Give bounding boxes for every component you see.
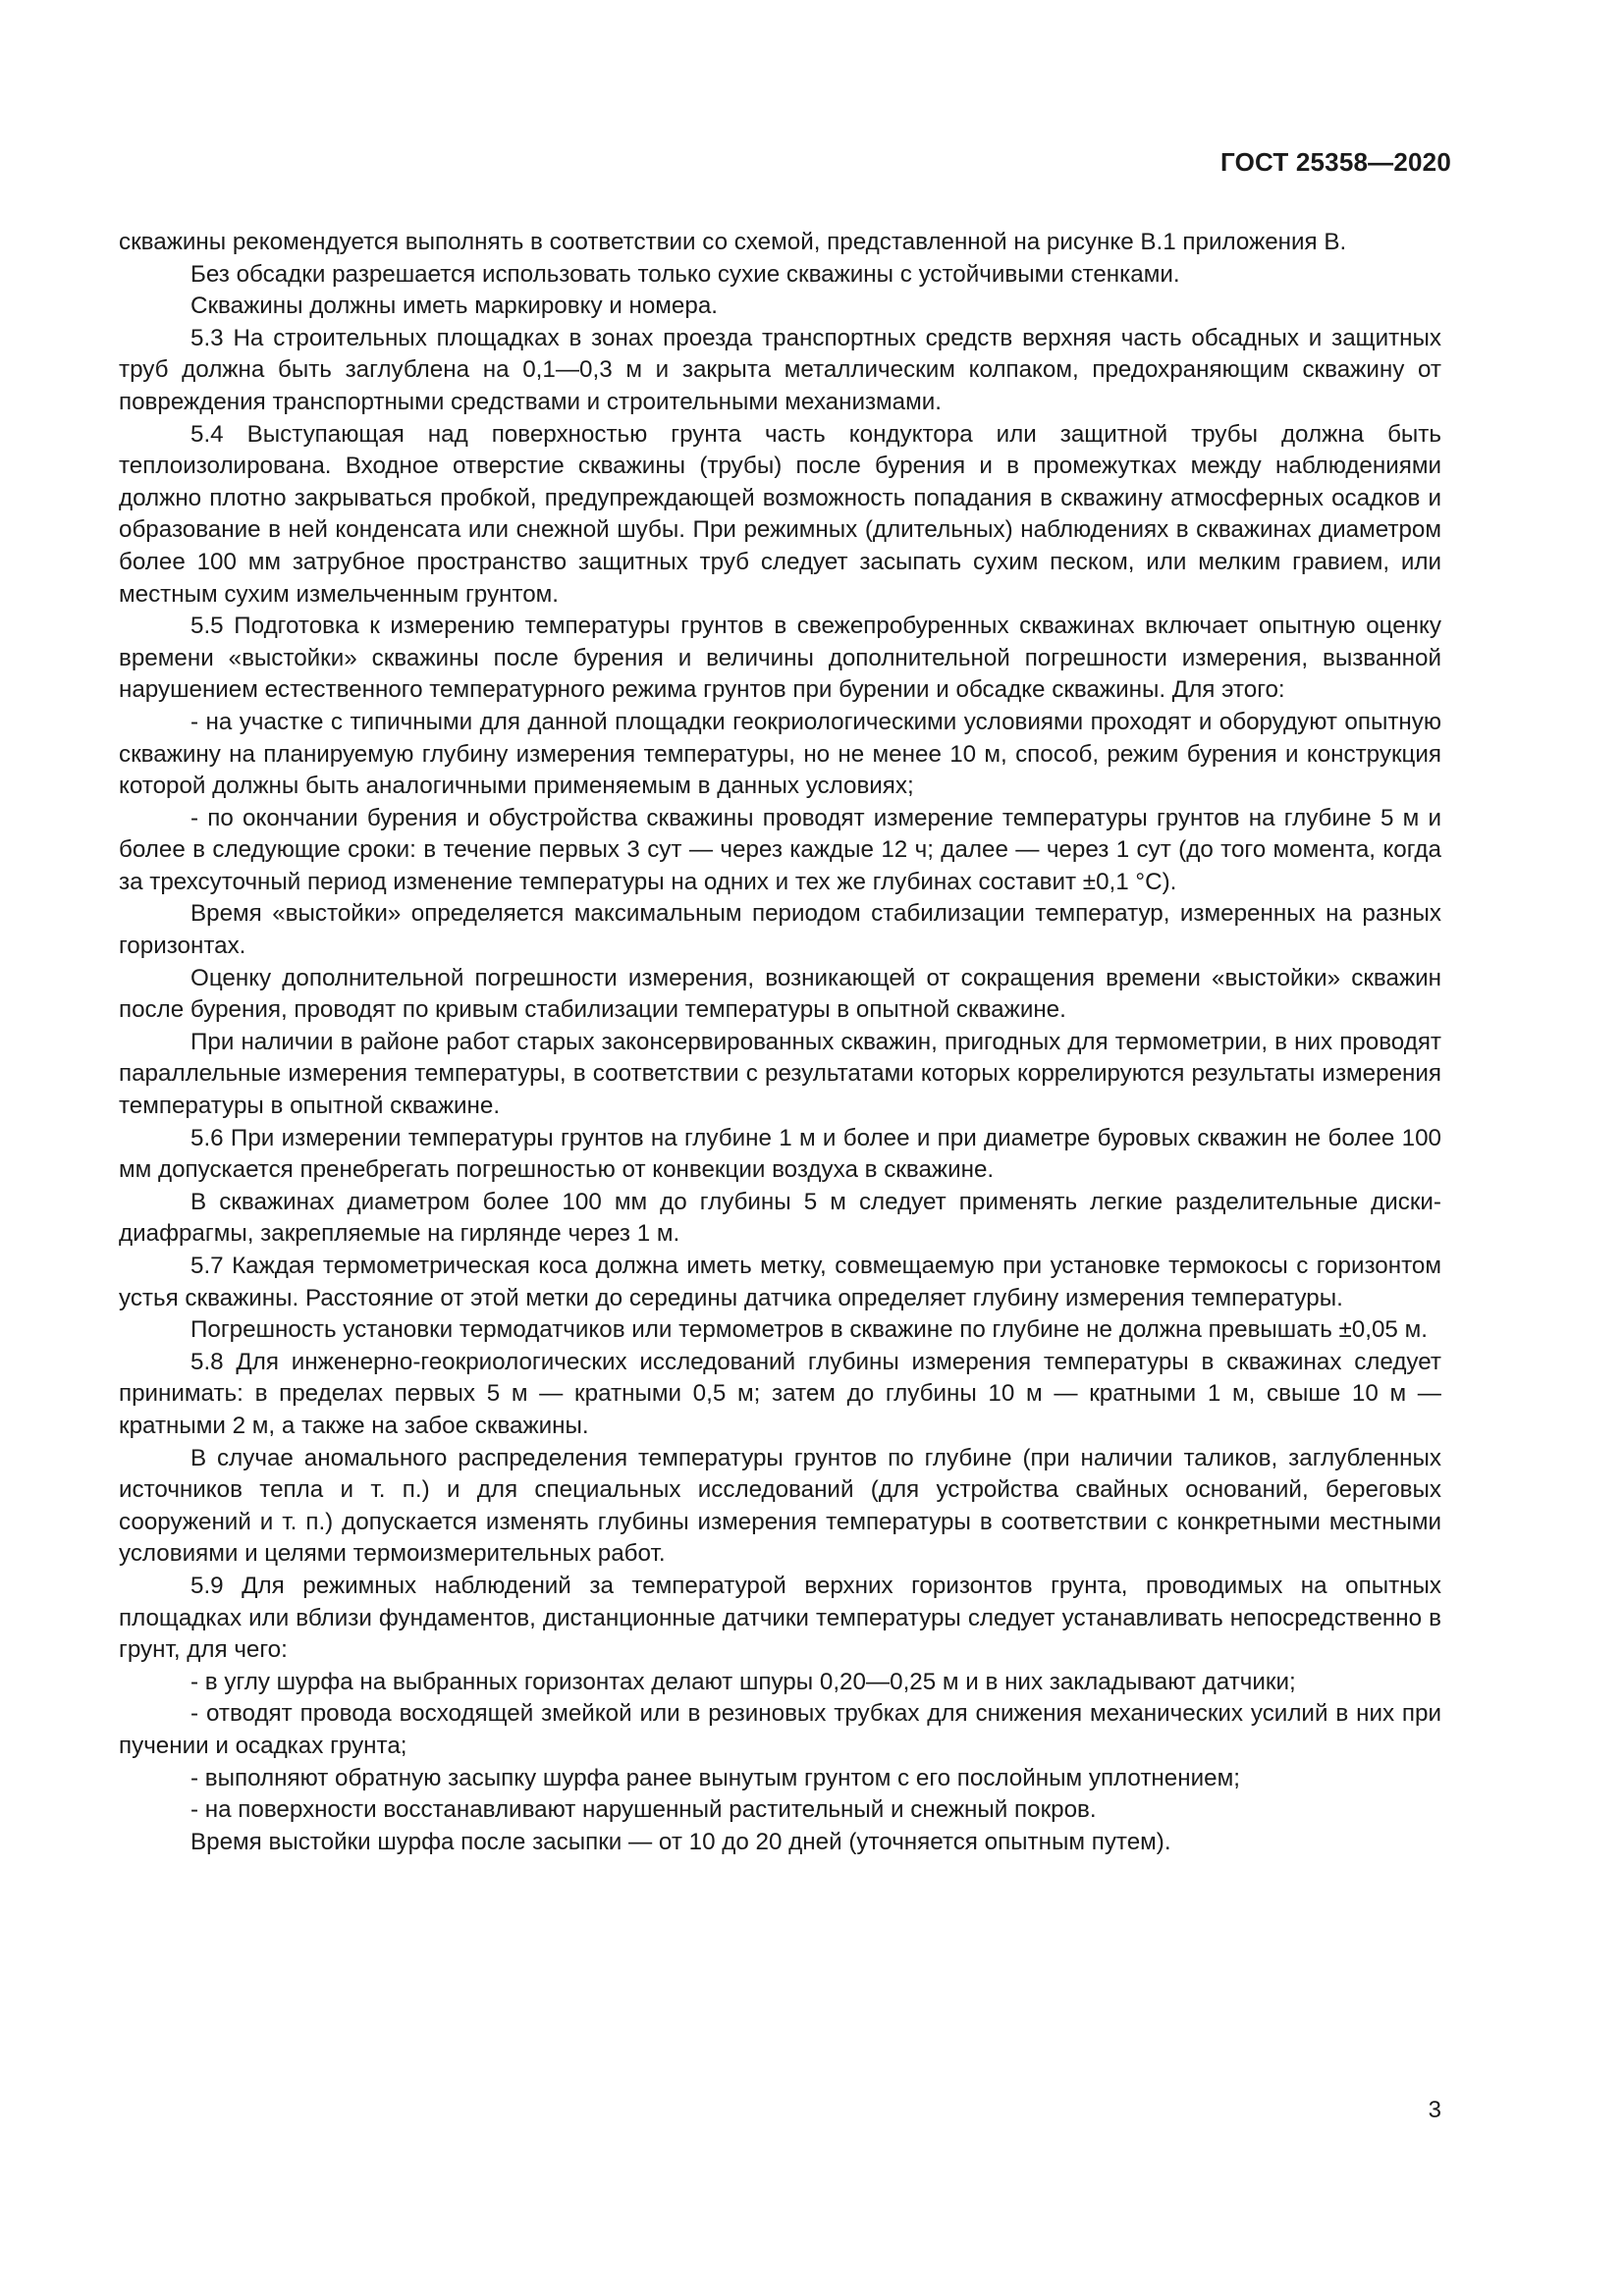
list-item: - отводят провода восходящей змейкой или в резиновых трубках для снижения механических усилий в них при пучении и осадках грунта; — [119, 1700, 1441, 1759]
list-item: - на поверхности восстанавливают нарушенный растительный и снежный покров. — [190, 1796, 1097, 1824]
paragraph: Скважины должны иметь маркировку и номера. — [190, 293, 719, 320]
clause-5-8: 5.8 Для инженерно-геокриологических исследований глубины измерения температуры в скважинах следует принимать: в пределах первых 5 м — кратными 0,5 м; затем до глубины 10 м — кратными 1 м, свыше 10 м — кратными 2 м, а также на забое скважины. — [119, 1348, 1441, 1439]
paragraph: Время выстойки шурфа после засыпки — от 10 до 20 дней (уточняется опытным путем). — [190, 1828, 1171, 1855]
clause-5-4: 5.4 Выступающая над поверхностью грунта часть кондуктора или защитной трубы должна быть теплоизолирована. Входное отверстие скважины (трубы) после бурения и в промежутках между наблюдениями должно плотно закрываться пробкой, предупреждающей возможность попадания в скважину атмосферных осадков и образование в ней конденсата или снежной шубы. При режимных (длительных) наблюдениях в скважинах диаметром более 100 мм затрубное пространство защитных труб следует засыпать сухим песком, или мелким гравием, или местным сухим измельченным грунтом. — [119, 420, 1441, 608]
list-item: - в углу шурфа на выбранных горизонтах делают шпуры 0,20—0,25 м и в них закладывают датчики; — [190, 1668, 1296, 1695]
paragraph-continuation: скважины рекомендуется выполнять в соответствии со схемой, представленной на рисунке В.1 приложения В. — [119, 229, 1347, 255]
paragraph: При наличии в районе работ старых законсервированных скважин, пригодных для термометрии, в них проводят параллельные измерения температуры, в соответствии с результатами которых коррелируются результаты измерения температуры в опытной скважине. — [119, 1028, 1441, 1120]
document-body — [119, 227, 1441, 1858]
list-item: - на участке с типичными для данной площадки геокриологическими условиями проходят и оборудуют опытную скважину на планируемую глубину измерения температуры, но не менее 10 м, способ, режим бурения и конструкция которой должны быть аналогичными применяемым в данных условиях; — [119, 708, 1441, 800]
document-code-header: ГОСТ 25358—2020 — [1220, 147, 1451, 177]
clause-5-6: 5.6 При измерении температуры грунтов на глубине 1 м и более и при диаметре буровых скважин не более 100 мм допускается пренебрегать погрешностью от конвекции воздуха в скважине. — [119, 1124, 1441, 1184]
paragraph: Без обсадки разрешается использовать только сухие скважины с устойчивыми стенками. — [190, 260, 1180, 288]
clause-5-3: 5.3 На строительных площадках в зонах проезда транспортных средств верхняя часть обсадных и защитных труб должна быть заглублена на 0,1—0,3 м и закрыта металлическим колпаком, предохраняющим скважину от повреждения транспортными средствами и строительными механизмами. — [119, 324, 1441, 415]
paragraph: Погрешность установки термодатчиков или термометров в скважине по глубине не должна превышать ±0,05 м. — [190, 1316, 1428, 1344]
list-item: - по окончании бурения и обустройства скважины проводят измерение температуры грунтов на глубине 5 м и более в следующие сроки: в течение первых 3 сут — через каждые 12 ч; далее — через 1 сут (до того момента, когда за трехсуточный период изменение температуры на одних и тех же глубинах составит ±0,1 °C). — [119, 804, 1441, 895]
list-item: - выполняют обратную засыпку шурфа ранее вынутым грунтом с его послойным уплотнением; — [190, 1764, 1240, 1791]
paragraph: В случае аномального распределения температуры грунтов по глубине (при наличии таликов, заглубленных источников тепла и т. п.) и для специальных исследований (для устройства свайных оснований, береговых сооружений и т. п.) допускается изменять глубины измерения температуры в соответствии с конкретными местными условиями и целями термоизмерительных работ. — [119, 1444, 1441, 1568]
paragraph: Время «выстойки» определяется максимальным периодом стабилизации температур, измеренных на разных горизонтах. — [119, 900, 1441, 960]
clause-5-9: 5.9 Для режимных наблюдений за температурой верхних горизонтов грунта, проводимых на опытных площадках или вблизи фундаментов, дистанционные датчики температуры следует устанавливать непосредственно в грунт, для чего: — [119, 1572, 1441, 1664]
paragraph: Оценку дополнительной погрешности измерения, возникающей от сокращения времени «выстойки» скважин после бурения, проводят по кривым стабилизации температуры в опытной скважине. — [119, 964, 1441, 1024]
page-number: 3 — [1428, 2097, 1441, 2123]
clause-5-7: 5.7 Каждая термометрическая коса должна иметь метку, совмещаемую при установке термокосы с горизонтом устья скважины. Расстояние от этой метки до середины датчика определяет глубину измерения температуры. — [119, 1253, 1441, 1311]
paragraph: В скважинах диаметром более 100 мм до глубины 5 м следует применять легкие разделительные диски-диафрагмы, закрепляемые на гирлянде через 1 м. — [119, 1188, 1441, 1248]
clause-5-5: 5.5 Подготовка к измерению температуры грунтов в свежепробуренных скважинах включает опытную оценку времени «выстойки» скважины после бурения и величины дополнительной погрешности измерения, вызванной нарушением естественного температурного режима грунтов при бурении и обсадке скважины. Для этого: — [119, 613, 1441, 704]
